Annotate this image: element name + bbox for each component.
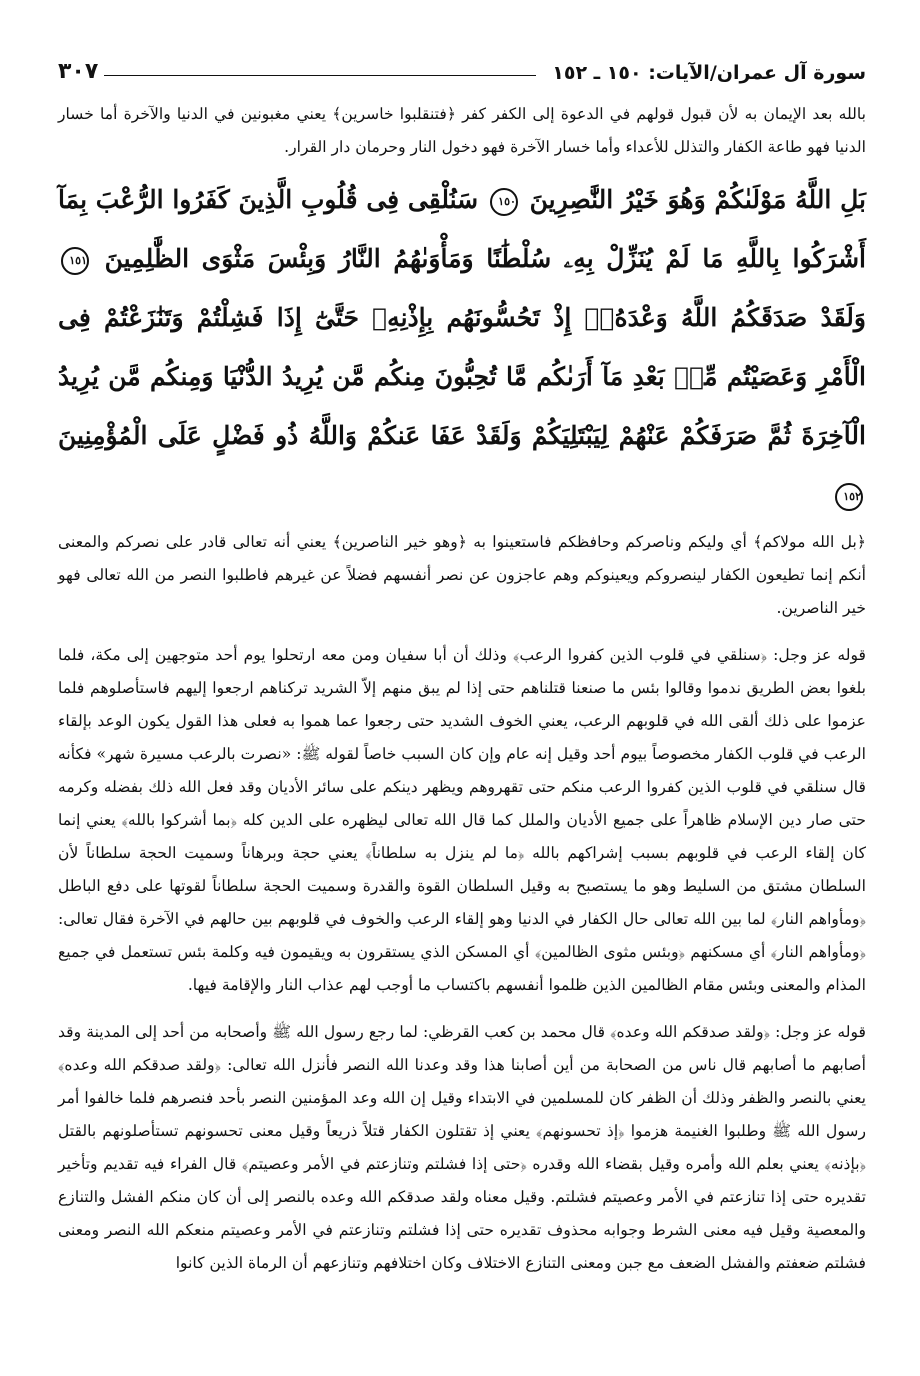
tafsir-paragraph-1: ﴿بل الله مولاكم﴾ أي وليكم وناصركم وحافظكم فاستعينوا به ﴿وهو خير الناصرين﴾ يعني أنه تعالى قادر على نصركم والمعنى أنكم إنما تطيعون الكفار لينصروكم ويعينوكم وهم عاجزون عن نصر أنفسهم فضلاً عن غيرهم فاطلبوا النصر من الله تعالى فهو خير الناصرين. [58,533,866,617]
ayah-152-marker: ١٥٢ [835,483,863,511]
page-header [58,48,866,84]
intro-paragraph: بالله بعد الإيمان به لأن قبول قولهم في الدعوة إلى الكفر كفر ﴿فتنقلبوا خاسرين﴾ يعني مغبونين في الدنيا والآخرة أما خسار الدنيا فهو طاعة الكفار والتذلل للأعداء وأما خسار الآخرة فهو دخول النار وحرمان دار القرار. [58,105,866,156]
tafsir-paragraph-2: قوله عز وجل: ﴿سنلقي في قلوب الذين كفروا الرعب﴾ وذلك أن أبا سفيان ومن معه ارتحلوا يوم أحد متوجهين إلى مكة، فلما بلغوا بعض الطريق ندموا وقالوا بئس ما صنعنا قتلناهم حتى إذا لم يبق منهم إلاّ الشريد تركناهم ارجعوا إليهم فاستأصلوهم فلما عزموا على ذلك ألقى الله في قلوبهم الرعب، يعني الخوف الشديد حتى رجعوا عما هموا به فعلى هذا القول يكون الوعد بإلقاء الرعب في قلوب الكفار مخصوصاً بيوم أحد وقيل إنه عام وإن كان السبب خاصاً لقوله ﷺ: «نصرت بالرعب مسيرة شهر» فكأنه قال سنلقي في قلوب الذين كفروا الرعب منكم حتى تقهروهم ويظهر دينكم على سائر الأديان وقد فعل الله ذلك بفضله وكرمه حتى صار دين الإسلام ظاهراً على جميع الأديان والملل كما قال الله تعالى ليظهره على الدين كله ﴿بما أشركوا بالله﴾ يعني إنما كان إلقاء الرعب في قلوبهم بسبب إشراكهم بالله ﴿ما لم ينزل به سلطاناً﴾ يعني حجة وبرهاناً وسميت الحجة سلطاناً لأن السلطان مشتق من السليط وهو ما يستصبح به وقيل السلطان القوة والقدرة وسميت الحجة سلطاناً لقوتها على دفع الباطل ﴿ومأواهم النار﴾ لما بين الله تعالى حال الكفار في الدنيا وهو إلقاء الرعب والخوف في قلوبهم بين حالهم في الآخرة فقال تعالى: ﴿ومأواهم النار﴾ أي مسكنهم ﴿وبئس مثوى الظالمين﴾ أي المسكن الذي يستقرون به ويقيمون فيه وكلمة بئس تستعمل في جميع المذام والمعنى وبئس مقام الظالمين الذين ظلموا أنفسهم باكتساب ما أوجب لهم عذاب النار والإقامة فيها. [58,646,866,994]
ayah-150-marker: ١٥٠ [490,188,518,216]
page [58,48,866,1280]
ayah-152-text: وَلَقَدْ صَدَقَكُمُ اللَّهُ وَعْدَهُۥٓ إِذْ تَحُسُّونَهُم بِإِذْنِهِۦ حَتَّىٰٓ إِذَا فَشِلْتُمْ وَتَنَٰزَعْتُمْ فِى الْأَمْرِ وَعَصَيْتُم مِّنۢ بَعْدِ مَآ أَرَىٰكُم مَّا تُحِبُّونَ مِنكُم مَّن يُرِيدُ الدُّنْيَا وَمِنكُم مَّن يُرِيدُ الْآخِرَةَ ثُمَّ صَرَفَكُمْ عَنْهُمْ لِيَبْتَلِيَكُمْ وَلَقَدْ عَفَا عَنكُمْ وَاللَّهُ ذُو فَضْلٍ عَلَى الْمُؤْمِنِينَ [58,303,866,450]
tafsir-paragraph-3: قوله عز وجل: ﴿ولقد صدقكم الله وعده﴾ قال محمد بن كعب القرظي: لما رجع رسول الله ﷺ وأصحابه من أحد إلى المدينة وقد أصابهم ما أصابهم قال ناس من الصحابة من أين أصابنا هذا وقد وعدنا الله النصر فأنزل الله تعالى: ﴿ولقد صدقكم الله وعده﴾ يعني بالنصر والظفر وذلك أن الظفر كان للمسلمين في الابتداء وقيل إن الله وعد المؤمنين النصر بأحد فنصرهم فلما خالفوا أمر رسول الله ﷺ وطلبوا الغنيمة هزموا ﴿إذ تحسونهم﴾ يعني إذ تقتلون الكفار قتلاً ذريعاً وقيل معنى تحسونهم تستأصلونهم بالقتل ﴿بإذنه﴾ يعني بعلم الله وأمره وقيل بقضاء الله وقدره ﴿حتى إذا فشلتم وتنازعتم في الأمر وعصيتم﴾ قال الفراء فيه تقديم وتأخير تقديره حتى إذا تنازعتم في الأمر وعصيتم فشلتم. وقيل معناه ولقد صدقكم الله وعده بالنصر إلى أن كان منكم الفشل والتنازع والمعصية وقيل فيه معنى الشرط وجوابه محذوف تقديره حتى إذا فشلتم وتنازعتم في الأمر وعصيتم منعكم الله النصر ومعنى فشلتم ضعفتم والفشل الضعف مع جبن ومعنى التنازع الاختلاف وكان اختلافهم وتنازعهم أن الرماة الذين كانوا [58,1023,866,1272]
surah-title: سورة آل عمران/الآيات: ١٥٠ ـ ١٥٢ [552,62,866,84]
quran-verses [58,170,866,524]
ayah-151-text: سَنُلْقِى فِى قُلُوبِ الَّذِينَ كَفَرُوا الرُّعْبَ بِمَآ أَشْرَكُوا بِاللَّهِ مَا لَمْ يُنَزِّلْ بِهِۦ سُلْطَٰنًا وَمَأْوَىٰهُمُ النَّارُ وَبِئْسَ مَثْوَى الظَّٰلِمِينَ [58,185,866,273]
ayah-150-text: بَلِ اللَّهُ مَوْلَىٰكُمْ وَهُوَ خَيْرُ النَّٰصِرِينَ [529,185,866,214]
ayah-151-marker: ١٥١ [61,247,89,275]
page-number: ٣٠٧ [58,59,99,84]
header-rule [104,75,536,76]
